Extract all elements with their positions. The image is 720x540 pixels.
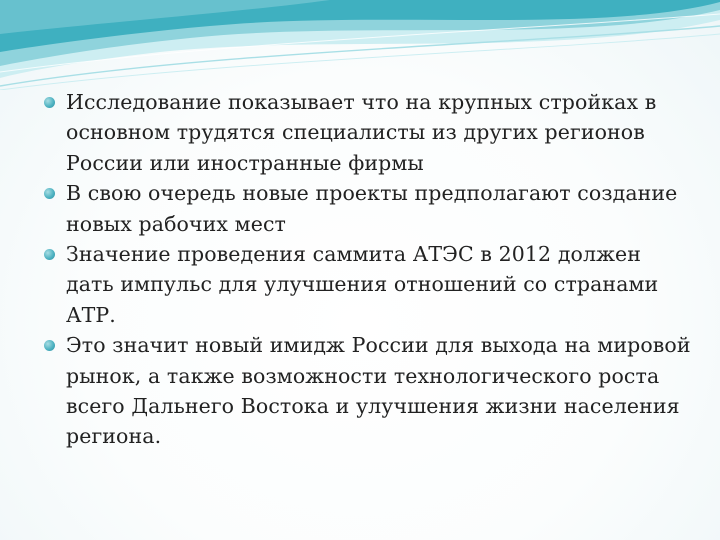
bullet-icon: [44, 97, 55, 108]
bullet-icon: [44, 188, 55, 199]
bullet-item: [44, 330, 694, 452]
bullet-icon: [44, 340, 55, 351]
bullet-icon: [44, 249, 55, 260]
bullet-item: [44, 87, 694, 178]
top-wave-decoration: [0, 0, 720, 90]
bullet-item: [44, 239, 694, 330]
bullet-list: [44, 87, 694, 452]
bullet-item: [44, 178, 694, 239]
bullet-text: Исследование показывает что на крупных стройках в основном трудятся специалисты из других регионов России или иностранные фирмы: [66, 90, 657, 175]
bullet-text: В свою очередь новые проекты предполагают создание новых рабочих мест: [66, 181, 678, 236]
bullet-text: Значение проведения саммита АТЭС в 2012 должен дать импульс для улучшения отношений со странами АТР.: [66, 242, 659, 327]
bullet-text: Это значит новый имидж России для выхода на мировой рынок, а также возможности технологического роста всего Дальнего Востока и улучшения жизни населения региона.: [66, 333, 691, 449]
